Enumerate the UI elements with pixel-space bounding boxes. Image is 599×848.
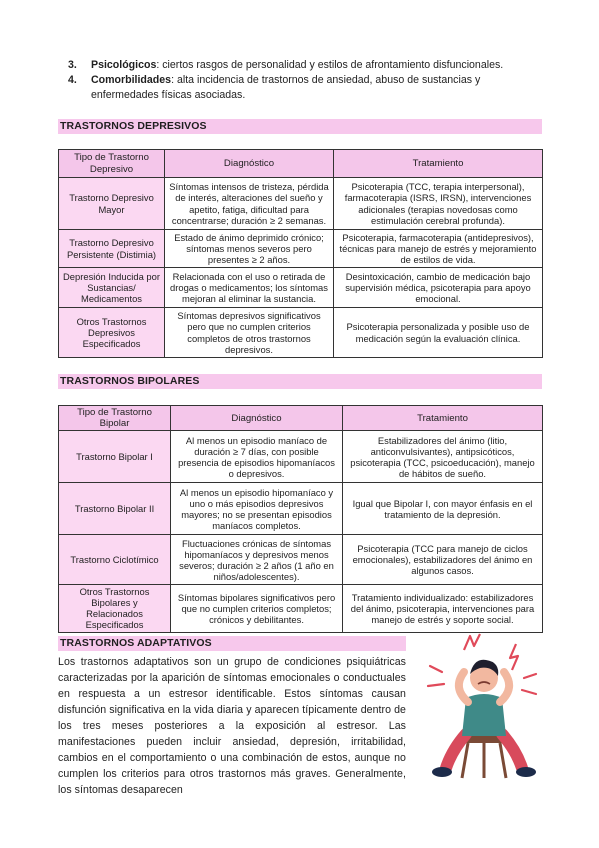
section-title: TRASTORNOS BIPOLARES: [60, 375, 200, 387]
table-row: [59, 178, 543, 230]
row-treatment: Psicoterapia, farmacoterapia (antidepresivos), técnicas para manejo de estrés y mejoramiento de estilos de vida.: [334, 230, 543, 268]
table-row: [59, 308, 543, 358]
table-row: [59, 431, 543, 483]
row-diagnosis: Síntomas intensos de tristeza, pérdida de interés, alteraciones del sueño y apetito, fatiga, dificultad para concentrarse; duración ≥ 2 semanas.: [165, 178, 334, 230]
list-term: Comorbilidades: [91, 74, 172, 86]
stressed-person-illustration: [422, 632, 542, 780]
row-treatment: Tratamiento individualizado: estabilizadores del ánimo, psicoterapia, intervenciones para manejo de estrés y soporte social.: [343, 585, 543, 632]
row-treatment: Igual que Bipolar I, con mayor énfasis en el tratamiento de la depresión.: [343, 483, 543, 535]
row-diagnosis: Fluctuaciones crónicas de síntomas hipomaníacos y depresivos menos severos; duración ≥ 2 años (1 año en niños/adolescentes).: [171, 535, 343, 585]
row-treatment: Psicoterapia (TCC, terapia interpersonal), farmacoterapia (ISRS, IRSN), intervenciones adicionales (terapias novedosas como estimulación cerebral profunda).: [334, 178, 543, 230]
list-text: : alta incidencia de trastornos de ansiedad, abuso de sustancias y enfermedades físicas asociadas.: [91, 74, 481, 101]
row-type: Otros Trastornos Bipolares y Relacionados Especificados: [59, 585, 171, 632]
list-number: 4.: [68, 74, 77, 86]
section-header-depresivos: [58, 119, 542, 134]
row-type: Trastorno Bipolar II: [59, 483, 171, 535]
row-diagnosis: Síntomas depresivos significativos pero que no cumplen criterios completos de otros trastornos depresivos.: [165, 308, 334, 358]
table-header: Tipo de Trastorno Depresivo: [59, 150, 165, 178]
section-header-bipolares: [58, 374, 542, 389]
table-header: Diagnóstico: [165, 150, 334, 178]
table-header: Diagnóstico: [171, 406, 343, 431]
section-title: TRASTORNOS DEPRESIVOS: [60, 120, 207, 132]
row-type: Depresión Inducida por Sustancias/ Medicamentos: [59, 268, 165, 308]
row-type: Trastorno Depresivo Persistente (Distimia): [59, 230, 165, 268]
row-diagnosis: Al menos un episodio maníaco de duración ≥ 7 días, con posible presencia de episodios hipomaníacos o depresivos.: [171, 431, 343, 483]
table-row: [59, 535, 543, 585]
row-treatment: Estabilizadores del ánimo (litio, anticonvulsivantes), antipsicóticos, psicoterapia (TCC, psicoeducación), manejo de hábitos de sueño.: [343, 431, 543, 483]
list-item: [64, 73, 548, 103]
adaptativos-paragraph: Los trastornos adaptativos son un grupo de condiciones psiquiátricas caracterizadas por la aparición de síntomas emocionales o conductuales en respuesta a un estresor identificable. Estos síntomas causan disfunción significativa en la vida diaria y aparecen típicamente dentro de los tres meses posteriores a la exposición al estresor. Las manifestaciones pueden incluir ansiedad, depresión, irritabilidad, cambios en el comportamiento o una combinación de estos, aunque no cumplen los criterios para otros trastornos más graves. Generalmente, los síntomas desaparecen: [58, 656, 406, 796]
list-number: 3.: [68, 59, 77, 71]
table-header: Tipo de Trastorno Bipolar: [59, 406, 171, 431]
row-diagnosis: Al menos un episodio hipomaníaco y uno o más episodios depresivos mayores; no se presentan episodios maníacos completos.: [171, 483, 343, 535]
row-diagnosis: Relacionada con el uso o retirada de drogas o medicamentos; los síntomas mejoran al eliminar la sustancia.: [165, 268, 334, 308]
table-row: [59, 230, 543, 268]
section-title: TRASTORNOS ADAPTATIVOS: [60, 637, 212, 649]
table-row: [59, 585, 543, 632]
risk-factors-list: [64, 58, 548, 103]
row-type: Trastorno Bipolar I: [59, 431, 171, 483]
row-treatment: Psicoterapia personalizada y posible uso de medicación según la evaluación clínica.: [334, 308, 543, 358]
row-type: Otros Trastornos Depresivos Especificados: [59, 308, 165, 358]
list-term: Psicológicos: [91, 59, 157, 71]
row-type: Trastorno Ciclotímico: [59, 535, 171, 585]
table-header: Tratamiento: [334, 150, 543, 178]
list-item: [64, 58, 548, 73]
list-text: : ciertos rasgos de personalidad y estilos de afrontamiento disfuncionales.: [156, 59, 504, 71]
row-diagnosis: Estado de ánimo deprimido crónico; síntomas menos severos pero presentes ≥ 2 años.: [165, 230, 334, 268]
table-row: [59, 268, 543, 308]
row-treatment: Psicoterapia (TCC para manejo de ciclos emocionales), estabilizadores del ánimo en algunos casos.: [343, 535, 543, 585]
table-row: [59, 483, 543, 535]
depresivos-table: [58, 149, 543, 358]
table-header: Tratamiento: [343, 406, 543, 431]
section-header-adaptativos: [58, 636, 406, 651]
row-type: Trastorno Depresivo Mayor: [59, 178, 165, 230]
row-treatment: Desintoxicación, cambio de medicación bajo supervisión médica, psicoterapia para apoyo emocional.: [334, 268, 543, 308]
row-diagnosis: Síntomas bipolares significativos pero que no cumplen criterios completos; crónicos y debilitantes.: [171, 585, 343, 632]
bipolares-table: [58, 405, 543, 633]
